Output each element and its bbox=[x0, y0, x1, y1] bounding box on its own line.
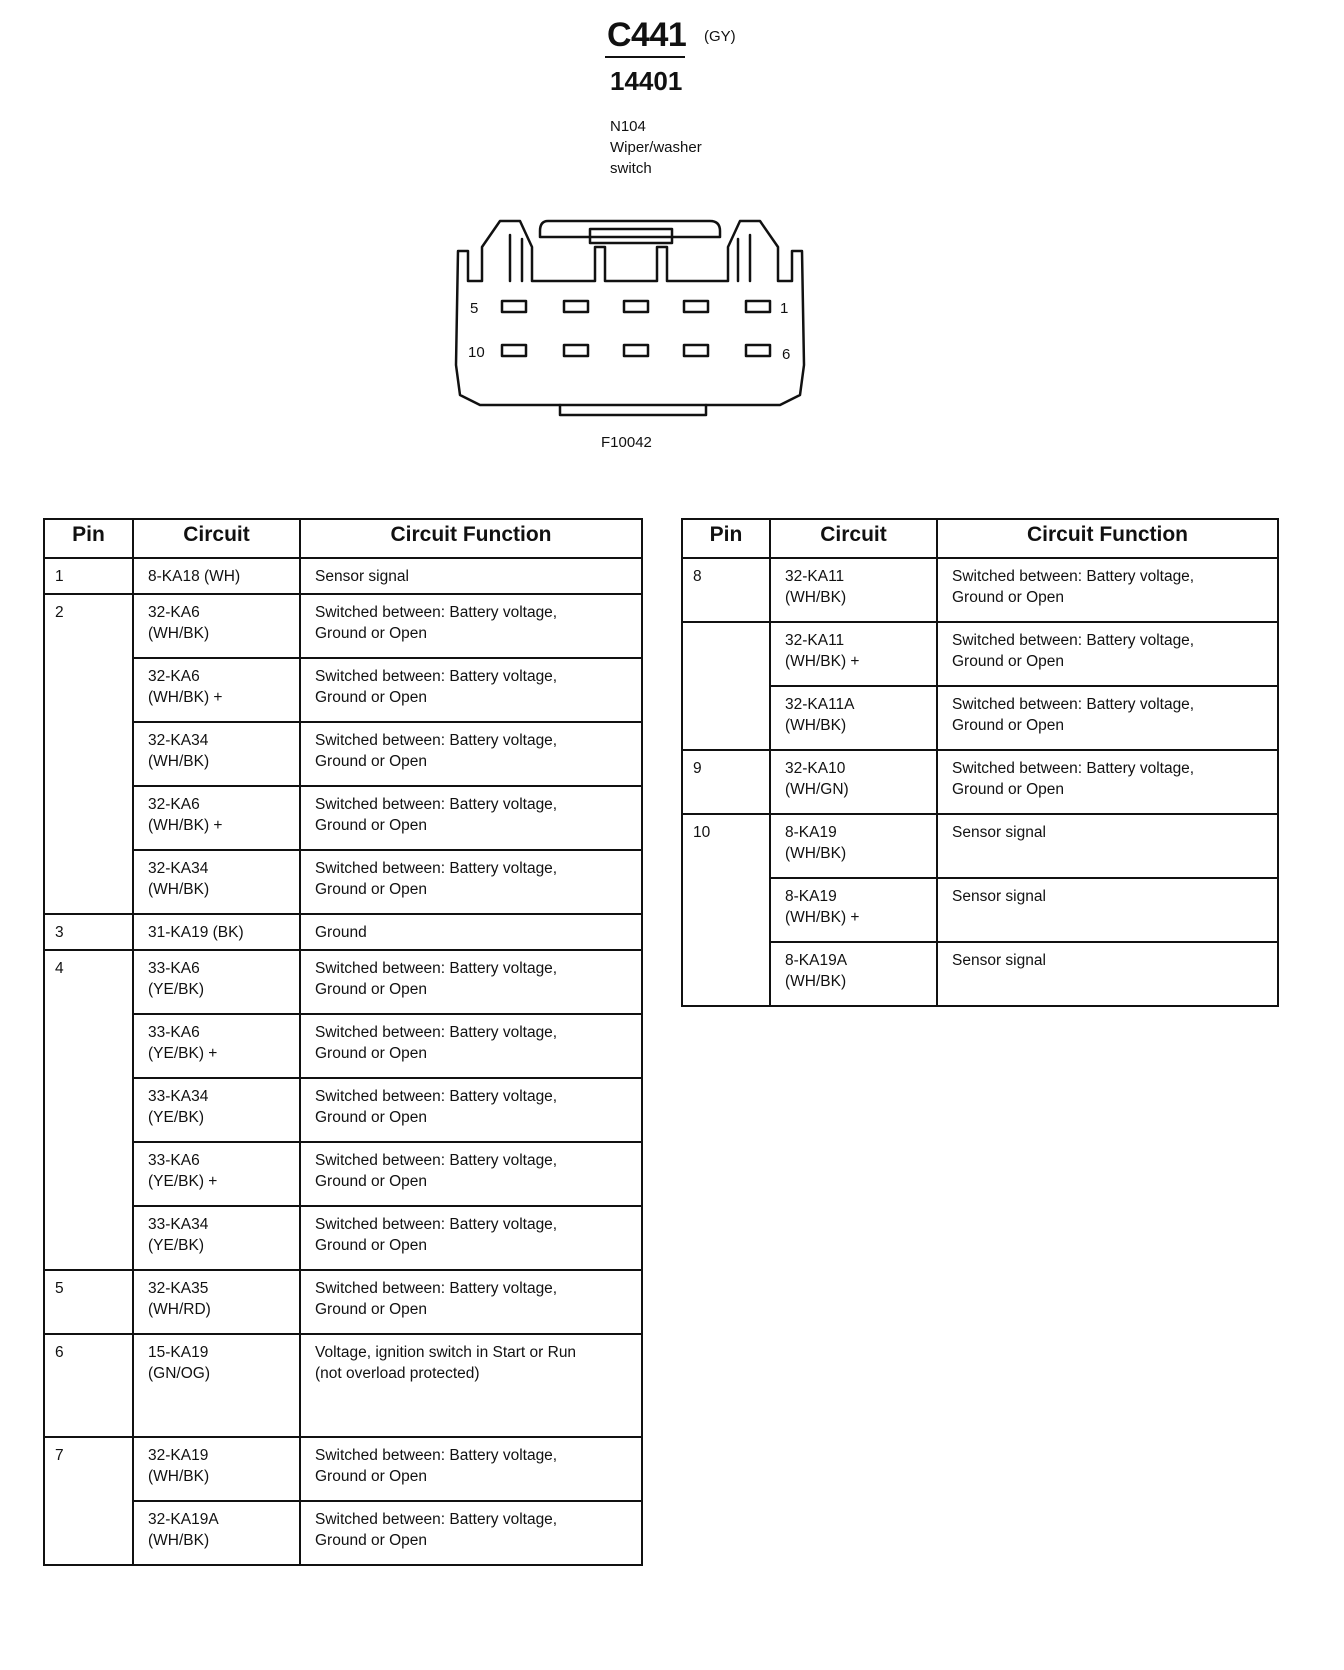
pin-number bbox=[682, 622, 770, 750]
cavity-6 bbox=[746, 345, 770, 356]
table-row bbox=[44, 558, 642, 594]
circuit-function: Switched between: Battery voltage, Ground or Open bbox=[300, 1270, 642, 1334]
cavity-9 bbox=[564, 345, 588, 356]
circuit-function: Switched between: Battery voltage, Ground or Open bbox=[300, 1437, 642, 1501]
circuit-function: Switched between: Battery voltage, Ground or Open bbox=[300, 1014, 642, 1078]
table-row bbox=[682, 942, 1278, 1006]
table-row bbox=[44, 594, 642, 658]
connector-id: C441 bbox=[607, 16, 687, 54]
circuit-code: 33-KA34 (YE/BK) bbox=[133, 1206, 300, 1270]
circuit-function: Switched between: Battery voltage, Ground or Open bbox=[300, 1501, 642, 1565]
circuit-function: Switched between: Battery voltage, Ground or Open bbox=[300, 658, 642, 722]
table-row bbox=[44, 1334, 642, 1437]
header-circuit-function: Circuit Function bbox=[937, 519, 1278, 558]
table-row bbox=[682, 622, 1278, 686]
right-latch-post bbox=[738, 235, 750, 281]
connector-color-code: (GY) bbox=[704, 28, 736, 45]
header-pin: Pin bbox=[44, 519, 133, 558]
circuit-function: Sensor signal bbox=[937, 878, 1278, 942]
pin-number: 2 bbox=[44, 594, 133, 914]
cavity-2 bbox=[684, 301, 708, 312]
circuit-function: Switched between: Battery voltage, Ground or Open bbox=[937, 686, 1278, 750]
pin-number: 3 bbox=[44, 914, 133, 950]
table-row bbox=[682, 878, 1278, 942]
component-name-line2: switch bbox=[610, 160, 652, 177]
circuit-function: Switched between: Battery voltage, Ground or Open bbox=[937, 750, 1278, 814]
cavity-5 bbox=[502, 301, 526, 312]
circuit-function: Switched between: Battery voltage, Ground or Open bbox=[300, 594, 642, 658]
pin-number: 4 bbox=[44, 950, 133, 1270]
pin-label-10: 10 bbox=[468, 344, 485, 361]
figure-id: F10042 bbox=[601, 434, 652, 451]
circuit-function: Switched between: Battery voltage, Ground or Open bbox=[300, 1206, 642, 1270]
pin-number: 6 bbox=[44, 1334, 133, 1437]
circuit-function: Sensor signal bbox=[300, 558, 642, 594]
cavity-4 bbox=[564, 301, 588, 312]
circuit-function: Sensor signal bbox=[937, 942, 1278, 1006]
table-row bbox=[44, 1270, 642, 1334]
circuit-function: Switched between: Battery voltage, Ground or Open bbox=[937, 622, 1278, 686]
pin-label-1: 1 bbox=[780, 300, 789, 317]
circuit-code: 32-KA6 (WH/BK) + bbox=[133, 786, 300, 850]
pin-number: 9 bbox=[682, 750, 770, 814]
cavity-3 bbox=[624, 301, 648, 312]
table-row bbox=[44, 786, 642, 850]
circuit-code: 32-KA35 (WH/RD) bbox=[133, 1270, 300, 1334]
circuit-function: Switched between: Battery voltage, Ground or Open bbox=[300, 1078, 642, 1142]
circuit-code: 33-KA6 (YE/BK) bbox=[133, 950, 300, 1014]
circuit-code: 15-KA19 (GN/OG) bbox=[133, 1334, 300, 1437]
table-row bbox=[44, 658, 642, 722]
circuit-function: Sensor signal bbox=[937, 814, 1278, 878]
pin-label-6: 6 bbox=[782, 346, 791, 363]
circuit-code: 33-KA34 (YE/BK) bbox=[133, 1078, 300, 1142]
circuit-code: 32-KA11 (WH/BK) bbox=[770, 558, 937, 622]
circuit-code: 8-KA18 (WH) bbox=[133, 558, 300, 594]
table-row bbox=[682, 814, 1278, 878]
header-pin: Pin bbox=[682, 519, 770, 558]
table-row bbox=[44, 1078, 642, 1142]
heading-divider bbox=[605, 56, 685, 58]
circuit-code: 33-KA6 (YE/BK) + bbox=[133, 1014, 300, 1078]
connector-face-diagram bbox=[450, 215, 820, 430]
circuit-code: 8-KA19A (WH/BK) bbox=[770, 942, 937, 1006]
pin-number: 8 bbox=[682, 558, 770, 622]
table-row bbox=[44, 850, 642, 914]
circuit-code: 31-KA19 (BK) bbox=[133, 914, 300, 950]
circuit-function: Switched between: Battery voltage, Ground or Open bbox=[937, 558, 1278, 622]
circuit-code: 33-KA6 (YE/BK) + bbox=[133, 1142, 300, 1206]
component-reference bbox=[610, 116, 702, 179]
circuit-function: Switched between: Battery voltage, Ground or Open bbox=[300, 722, 642, 786]
circuit-code: 32-KA11 (WH/BK) + bbox=[770, 622, 937, 686]
table-row bbox=[682, 750, 1278, 814]
circuit-code: 8-KA19 (WH/BK) bbox=[770, 814, 937, 878]
circuit-function: Switched between: Battery voltage, Ground or Open bbox=[300, 786, 642, 850]
pinout-table-right bbox=[681, 518, 1279, 1007]
pin-number: 7 bbox=[44, 1437, 133, 1565]
table-row bbox=[44, 1142, 642, 1206]
circuit-code: 32-KA6 (WH/BK) + bbox=[133, 658, 300, 722]
table-row bbox=[682, 686, 1278, 750]
circuit-code: 32-KA10 (WH/GN) bbox=[770, 750, 937, 814]
cavity-1 bbox=[746, 301, 770, 312]
table-row bbox=[44, 1501, 642, 1565]
pin-label-5: 5 bbox=[470, 300, 479, 317]
table-row bbox=[44, 1206, 642, 1270]
cavity-7 bbox=[684, 345, 708, 356]
pin-number: 5 bbox=[44, 1270, 133, 1334]
circuit-code: 32-KA34 (WH/BK) bbox=[133, 850, 300, 914]
table-row bbox=[44, 722, 642, 786]
table-row bbox=[44, 1014, 642, 1078]
pin-number: 1 bbox=[44, 558, 133, 594]
header-circuit: Circuit bbox=[133, 519, 300, 558]
circuit-function: Switched between: Battery voltage, Ground or Open bbox=[300, 950, 642, 1014]
circuit-code: 32-KA34 (WH/BK) bbox=[133, 722, 300, 786]
circuit-code: 32-KA11A (WH/BK) bbox=[770, 686, 937, 750]
table-row bbox=[44, 914, 642, 950]
part-number: 14401 bbox=[610, 66, 683, 96]
cavity-8 bbox=[624, 345, 648, 356]
circuit-code: 32-KA6 (WH/BK) bbox=[133, 594, 300, 658]
left-latch-post bbox=[510, 235, 522, 281]
circuit-function: Switched between: Battery voltage, Ground or Open bbox=[300, 1142, 642, 1206]
bottom-key bbox=[560, 405, 706, 415]
circuit-code: 32-KA19 (WH/BK) bbox=[133, 1437, 300, 1501]
circuit-function: Voltage, ignition switch in Start or Run (not overload protected) bbox=[300, 1334, 642, 1437]
header-circuit: Circuit bbox=[770, 519, 937, 558]
table-row bbox=[44, 950, 642, 1014]
component-ref-code: N104 bbox=[610, 118, 646, 135]
table-row bbox=[682, 558, 1278, 622]
circuit-function: Ground bbox=[300, 914, 642, 950]
table-row bbox=[44, 1437, 642, 1501]
circuit-function: Switched between: Battery voltage, Ground or Open bbox=[300, 850, 642, 914]
pinout-table-left bbox=[43, 518, 643, 1566]
cavity-10 bbox=[502, 345, 526, 356]
circuit-code: 32-KA19A (WH/BK) bbox=[133, 1501, 300, 1565]
component-name-line1: Wiper/washer bbox=[610, 139, 702, 156]
header-circuit-function: Circuit Function bbox=[300, 519, 642, 558]
circuit-code: 8-KA19 (WH/BK) + bbox=[770, 878, 937, 942]
pin-number: 10 bbox=[682, 814, 770, 1006]
